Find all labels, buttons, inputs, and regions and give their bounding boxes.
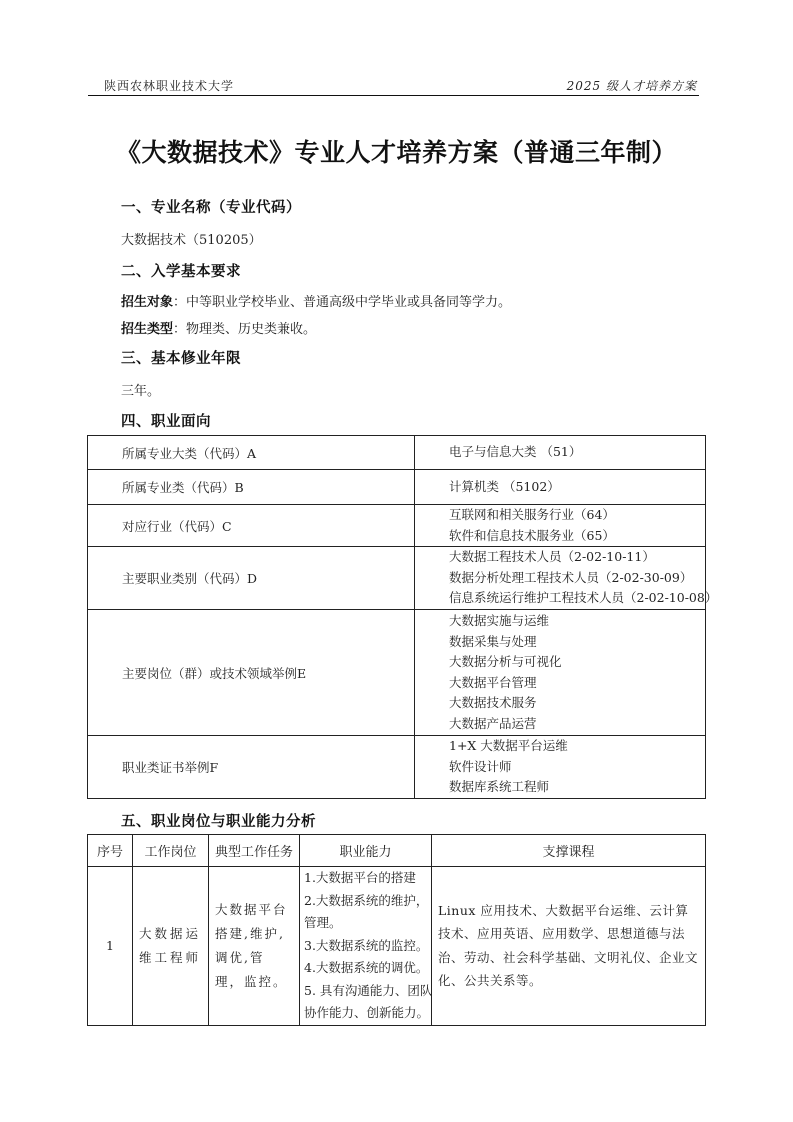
section-heading-duration: 三、基本修业年限 [121, 351, 241, 367]
major-name-text: 大数据技术（510205） [121, 233, 262, 248]
row-key: 所属专业类（代码）B [88, 470, 415, 505]
table-header-row [88, 835, 706, 867]
col-header-task: 典型工作任务 [209, 835, 300, 867]
row-key: 主要职业类别（代码）D [88, 547, 415, 610]
cell-abilities: 1.大数据平台的搭建 2.大数据系统的维护， 管理。 3.大数据系统的监控。 4.大数据系统的调优。 5. 具有沟通能力、团队 协作能力、创新能力。 [300, 867, 432, 1026]
row-value: 互联网和相关服务行业（64） 软件和信息技术服务业（65） [415, 505, 706, 547]
admission-type-text: ：物理类、历史类兼收。 [173, 322, 317, 337]
section-heading-ability: 五、职业岗位与职业能力分析 [121, 814, 316, 830]
col-header-ability: 职业能力 [300, 835, 432, 867]
col-header-courses: 支撑课程 [432, 835, 706, 867]
table-row [88, 436, 706, 470]
row-value: 大数据工程技术人员（2-02-10-11） 数据分析处理工程技术人员（2-02-30-09） 信息系统运行维护工程技术人员（2-02-10-08） [415, 547, 706, 610]
admission-type-label: 招生类型 [121, 322, 174, 337]
cell-position: 大数据运维工程师 [133, 867, 209, 1026]
admission-target-text: ：中等职业学校毕业、普通高级中学毕业或具备同等学力。 [173, 295, 512, 310]
cell-index: 1 [88, 867, 133, 1026]
row-value: 计算机类 （5102） [415, 470, 706, 505]
plan-label: 2025 级人才培养方案 [566, 79, 697, 93]
section-heading-admission: 二、入学基本要求 [121, 264, 241, 280]
row-key: 职业类证书举例F [88, 736, 415, 799]
document-title: 《大数据技术》专业人才培养方案（普通三年制） [115, 138, 677, 167]
career-orientation-table [87, 435, 718, 799]
row-key: 所属专业大类（代码）A [88, 436, 415, 470]
col-header-position: 工作岗位 [133, 835, 209, 867]
duration-text: 三年。 [121, 384, 161, 399]
cell-task: 大数据平台搭建,维护,调优,管理，监控。 [209, 867, 300, 1026]
row-key: 对应行业（代码）C [88, 505, 415, 547]
admission-target-label: 招生对象 [121, 295, 174, 310]
table-row [88, 505, 706, 547]
table-row [88, 867, 706, 1026]
admission-type [121, 318, 316, 337]
row-value: 1+X 大数据平台运维 软件设计师 数据库系统工程师 [415, 736, 706, 799]
table-row [88, 736, 706, 799]
row-key: 主要岗位（群）或技术领域举例E [88, 610, 415, 736]
table-row [88, 610, 706, 736]
table-row [88, 547, 706, 610]
ability-analysis-table [87, 834, 706, 1026]
section-heading-career: 四、职业面向 [121, 414, 211, 430]
row-value: 大数据实施与运维 数据采集与处理 大数据分析与可视化 大数据平台管理 大数据技术服务 大数据产品运营 [415, 610, 706, 736]
section-heading-major-name: 一、专业名称（专业代码） [121, 200, 301, 216]
school-name: 陕西农林职业技术大学 [104, 79, 235, 93]
cell-courses: Linux 应用技术、大数据平台运维、云计算技术、应用英语、应用数学、思想道德与法治、劳动、社会科学基础、文明礼仪、企业文化、公共关系等。 [432, 867, 706, 1026]
col-header-index: 序号 [88, 835, 133, 867]
page-header [88, 76, 699, 96]
table-row [88, 470, 706, 505]
admission-target [121, 291, 511, 310]
row-value: 电子与信息大类 （51） [415, 436, 706, 470]
